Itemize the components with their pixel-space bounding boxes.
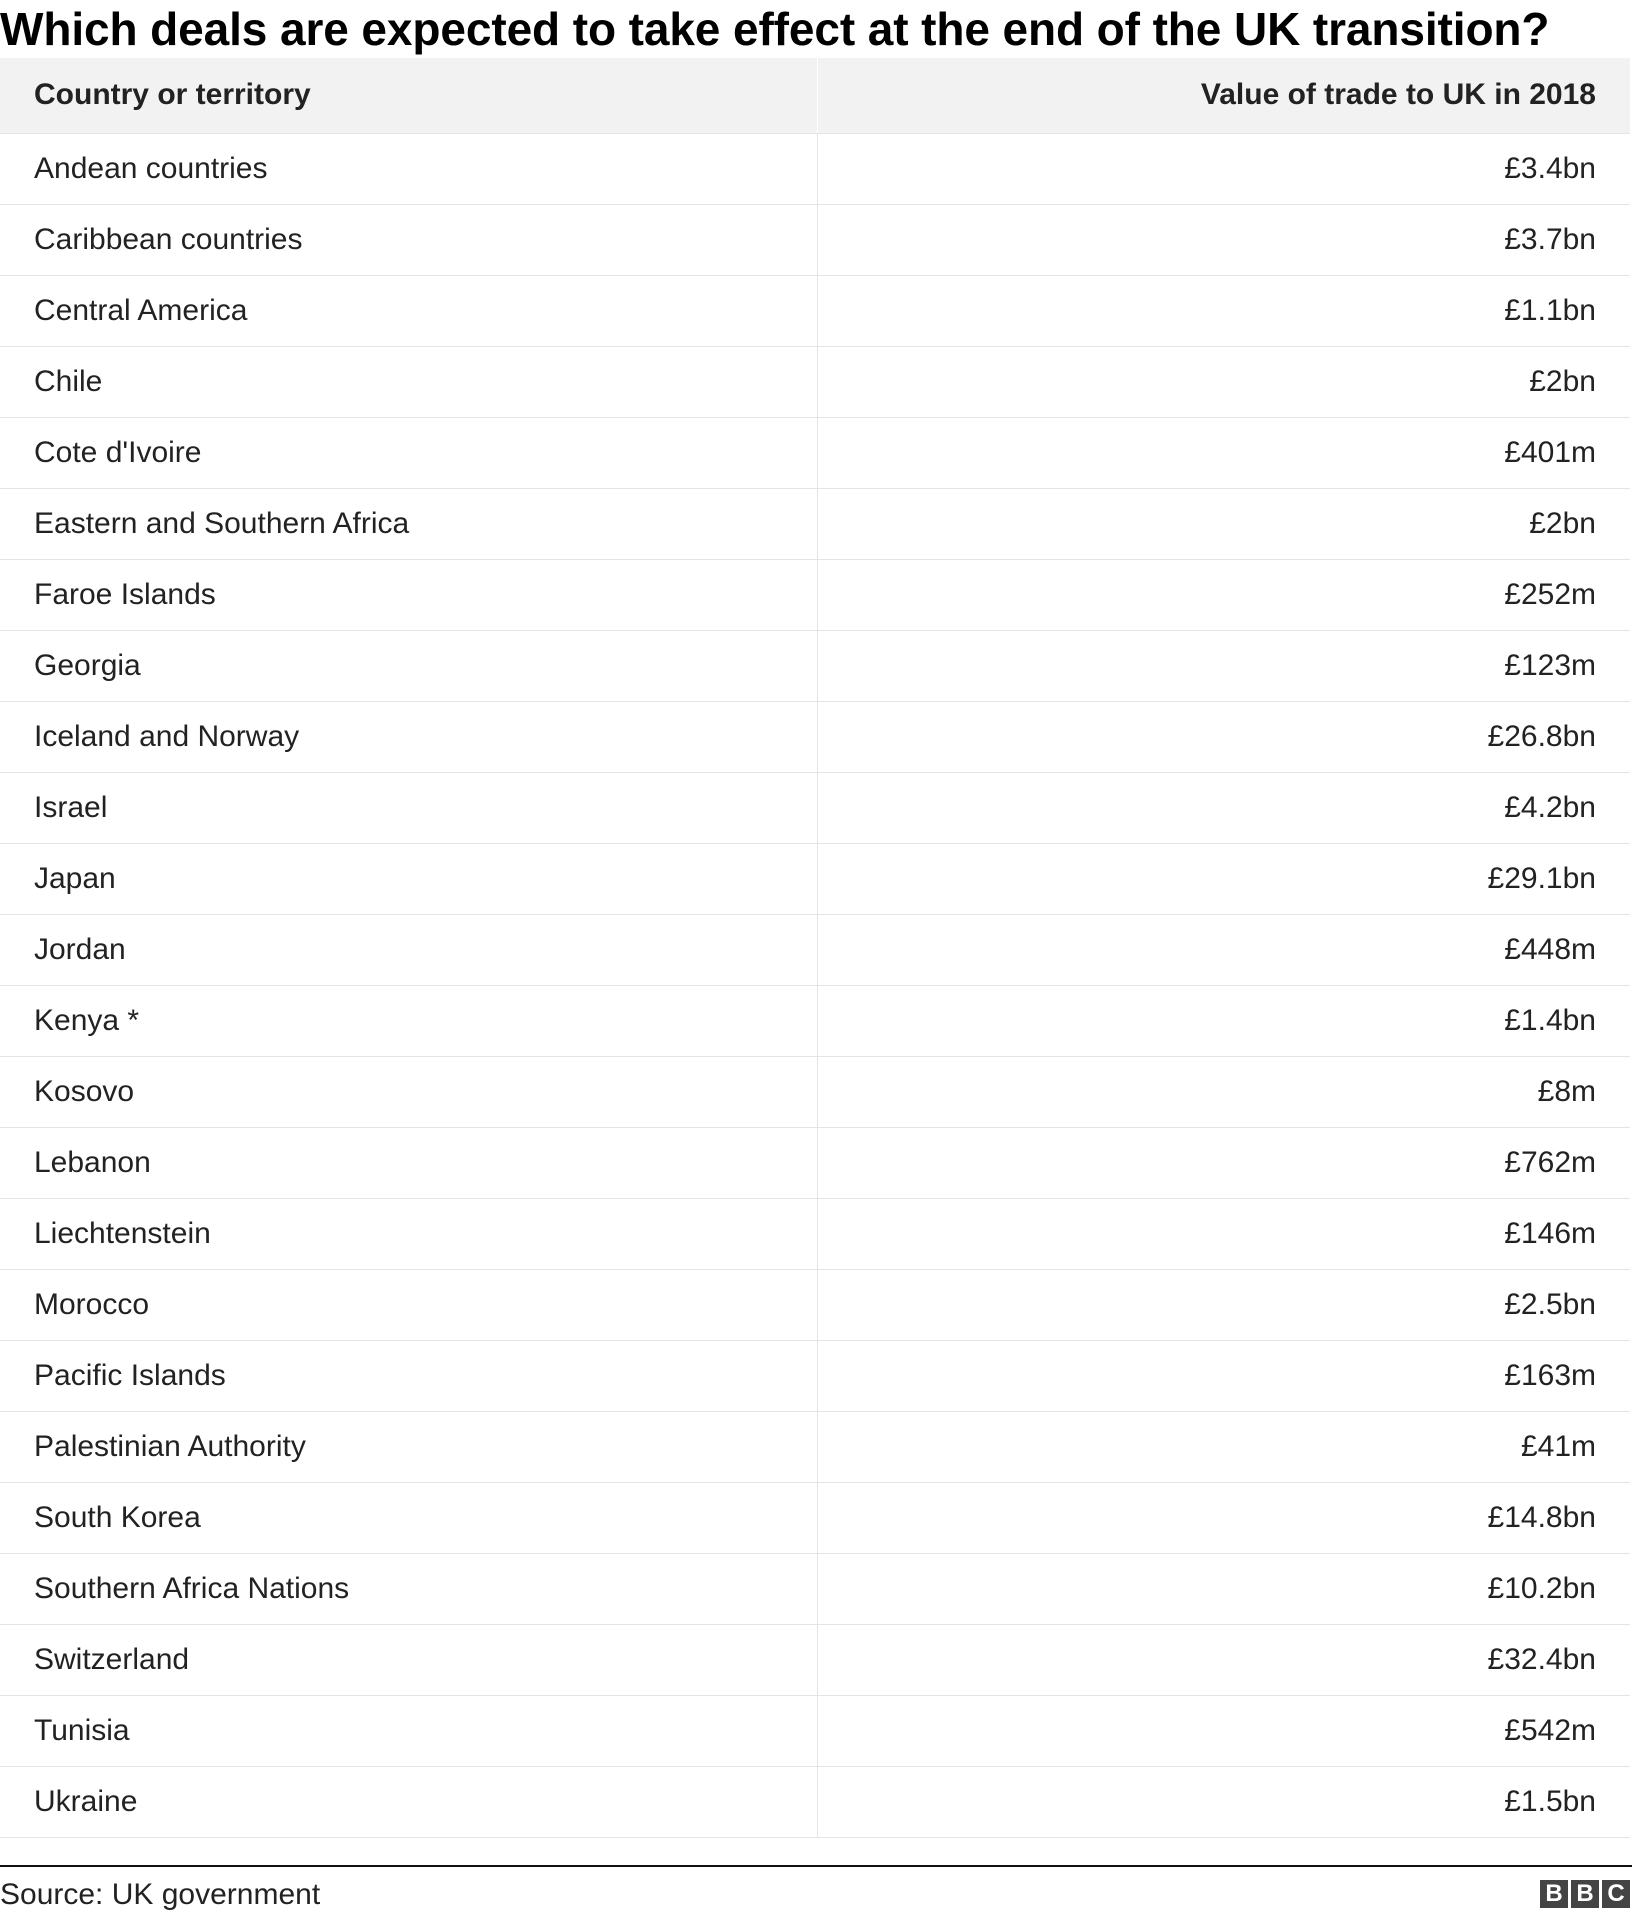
trade-value-cell: £448m — [817, 914, 1630, 985]
table-row — [0, 1624, 1630, 1695]
table-row — [0, 772, 1630, 843]
table-row — [0, 843, 1630, 914]
table-row — [0, 914, 1630, 985]
trade-value-cell: £1.4bn — [817, 985, 1630, 1056]
trade-value-cell: £10.2bn — [817, 1553, 1630, 1624]
trade-value-cell: £4.2bn — [817, 772, 1630, 843]
country-cell: Lebanon — [0, 1127, 817, 1198]
trade-value-cell: £762m — [817, 1127, 1630, 1198]
table-row — [0, 1340, 1630, 1411]
trade-deals-table — [0, 58, 1630, 1838]
country-cell: Tunisia — [0, 1695, 817, 1766]
table-body — [0, 133, 1630, 1837]
trade-value-cell: £542m — [817, 1695, 1630, 1766]
country-cell: Georgia — [0, 630, 817, 701]
trade-value-cell: £14.8bn — [817, 1482, 1630, 1553]
country-cell: Central America — [0, 275, 817, 346]
table-row — [0, 275, 1630, 346]
source-note: Source: UK government — [0, 1878, 321, 1911]
trade-value-cell: £32.4bn — [817, 1624, 1630, 1695]
table-row — [0, 1695, 1630, 1766]
country-cell: Faroe Islands — [0, 559, 817, 630]
country-cell: Morocco — [0, 1269, 817, 1340]
table-row — [0, 701, 1630, 772]
country-cell: Chile — [0, 346, 817, 417]
trade-value-cell: £2bn — [817, 488, 1630, 559]
table-row — [0, 1127, 1630, 1198]
trade-value-cell: £2.5bn — [817, 1269, 1630, 1340]
country-cell: Cote d'Ivoire — [0, 417, 817, 488]
table-row — [0, 1411, 1630, 1482]
country-cell: Eastern and Southern Africa — [0, 488, 817, 559]
table-row — [0, 133, 1630, 204]
table-row — [0, 1482, 1630, 1553]
trade-value-cell: £3.4bn — [817, 133, 1630, 204]
table-header-row — [0, 58, 1630, 133]
table-row — [0, 1766, 1630, 1837]
table-row — [0, 346, 1630, 417]
trade-value-cell: £8m — [817, 1056, 1630, 1127]
country-cell: Israel — [0, 772, 817, 843]
country-cell: Iceland and Norway — [0, 701, 817, 772]
country-cell: South Korea — [0, 1482, 817, 1553]
footer-divider — [0, 1865, 1632, 1867]
bbc-logo — [1540, 1880, 1630, 1908]
country-cell: Caribbean countries — [0, 204, 817, 275]
table-row — [0, 1553, 1630, 1624]
table-row — [0, 417, 1630, 488]
trade-value-cell: £41m — [817, 1411, 1630, 1482]
table-row — [0, 204, 1630, 275]
table-row — [0, 630, 1630, 701]
trade-value-cell: £163m — [817, 1340, 1630, 1411]
trade-value-cell: £2bn — [817, 346, 1630, 417]
bbc-logo-letter: B — [1540, 1880, 1568, 1908]
trade-value-cell: £146m — [817, 1198, 1630, 1269]
trade-value-cell: £26.8bn — [817, 701, 1630, 772]
table-row — [0, 1198, 1630, 1269]
country-cell: Kosovo — [0, 1056, 817, 1127]
table-row — [0, 1056, 1630, 1127]
country-cell: Andean countries — [0, 133, 817, 204]
trade-value-cell: £252m — [817, 559, 1630, 630]
table-row — [0, 1269, 1630, 1340]
country-cell: Kenya * — [0, 985, 817, 1056]
column-header-value: Value of trade to UK in 2018 — [817, 58, 1630, 133]
trade-value-cell: £123m — [817, 630, 1630, 701]
table-row — [0, 488, 1630, 559]
table-row — [0, 985, 1630, 1056]
trade-value-cell: £1.1bn — [817, 275, 1630, 346]
trade-value-cell: £3.7bn — [817, 204, 1630, 275]
country-cell: Pacific Islands — [0, 1340, 817, 1411]
country-cell: Switzerland — [0, 1624, 817, 1695]
table-row — [0, 559, 1630, 630]
country-cell: Jordan — [0, 914, 817, 985]
chart-title: Which deals are expected to take effect at the end of the UK transition? — [0, 3, 1550, 55]
trade-value-cell: £401m — [817, 417, 1630, 488]
country-cell: Liechtenstein — [0, 1198, 817, 1269]
trade-value-cell: £29.1bn — [817, 843, 1630, 914]
country-cell: Ukraine — [0, 1766, 817, 1837]
bbc-logo-letter: B — [1571, 1880, 1599, 1908]
column-header-country: Country or territory — [0, 58, 817, 133]
country-cell: Japan — [0, 843, 817, 914]
bbc-logo-letter: C — [1602, 1880, 1630, 1908]
country-cell: Southern Africa Nations — [0, 1553, 817, 1624]
trade-value-cell: £1.5bn — [817, 1766, 1630, 1837]
country-cell: Palestinian Authority — [0, 1411, 817, 1482]
